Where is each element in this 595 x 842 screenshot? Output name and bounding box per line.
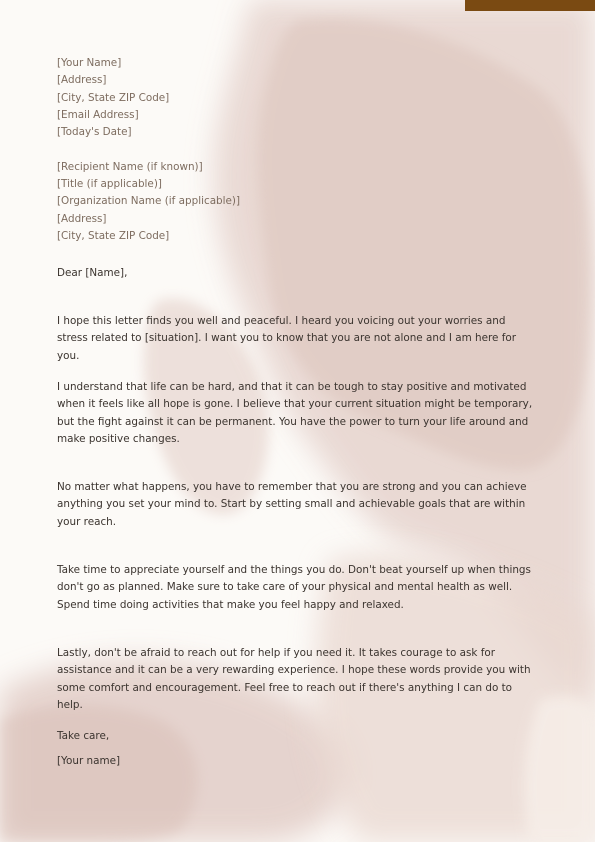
paragraph-4: Take time to appreciate yourself and the things you do. Don't beat yourself up when things don't go as planned. Make sure to take care of your physical and mental health as well. Spend time doing activities that make you feel happy and relaxed. [57,564,531,611]
signature: [Your name] [57,755,121,767]
sender-address: [Address] [57,74,107,86]
recipient-name: [Recipient Name (if known)] [57,161,203,173]
recipient-city: [City, State ZIP Code] [57,230,170,242]
recipient-title: [Title (if applicable)] [57,178,162,190]
paragraph-3: No matter what happens, you have to remember that you are strong and you can achieve anything you set your mind to. Start by setting small and achievable goals that are within your reach. [57,481,527,528]
paragraph-5: Lastly, don't be afraid to reach out for help if you need it. It takes courage to ask for assistance and it can be a very rewarding experience. I hope these words provide you with some comfort and encouragement. Feel free to reach out if there's anything I can do to help. [57,647,531,712]
closing: Take care, [57,730,110,742]
paragraph-2: I understand that life can be hard, and that it can be tough to stay positive and motivated when it feels like all hope is gone. I believe that your current situation might be temporary, but the fight against it can be permanent. You have the power to turn your life around and make positive changes. [57,381,533,446]
sender-city: [City, State ZIP Code] [57,92,170,104]
recipient-organization: [Organization Name (if applicable)] [57,195,241,207]
sender-date: [Today's Date] [57,126,132,138]
sender-email: [Email Address] [57,109,139,121]
sender-name: [Your Name] [57,57,122,69]
salutation: Dear [Name], [57,267,128,279]
paragraph-1: I hope this letter finds you well and peaceful. I heard you voicing out your worries and stress related to [situation]. I want you to know that you are not alone and I am here for you. [57,315,517,362]
accent-bar [465,0,595,11]
recipient-address: [Address] [57,213,107,225]
